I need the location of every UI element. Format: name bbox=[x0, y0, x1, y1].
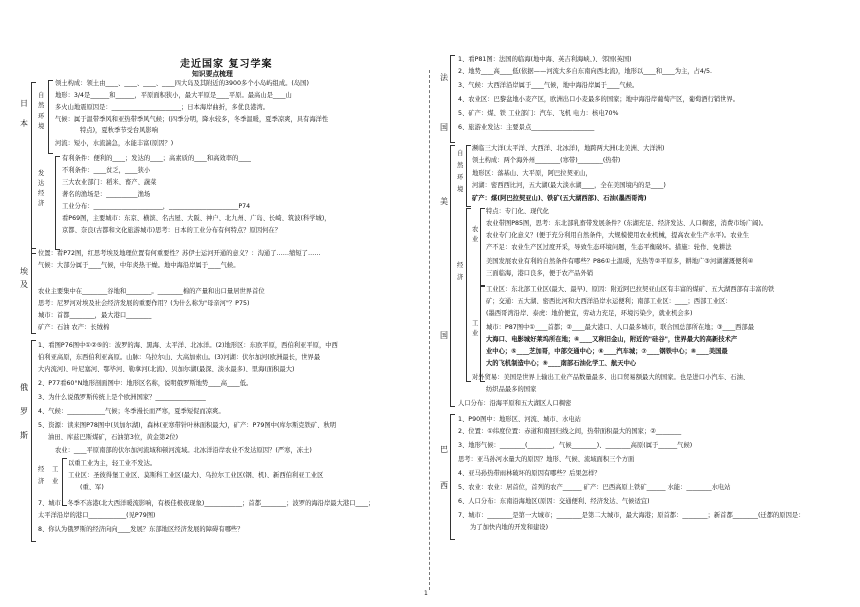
usa-agri-brace bbox=[480, 208, 485, 286]
eco-brace bbox=[55, 156, 60, 250]
usa-brace bbox=[450, 145, 455, 407]
page-subtitle: 知识要点梳理 bbox=[192, 70, 233, 78]
text-line: 美国发展农业有利的自然条件有哪些？P86①土温暖，光热等②平原多，耕地广③河湖灌溉便利④ bbox=[486, 258, 754, 265]
text-line: 三面临海，港口良多，便于农产品外销 bbox=[486, 270, 594, 277]
text-line: 伯利亚高原，东西伯利亚高原。山脉：乌拉尔山、大高加索山。(3)河湖：伏尔加河(欧洲最长，世界最 bbox=[38, 354, 321, 361]
france-label-1: 法 bbox=[440, 73, 448, 82]
usa-nature-label-2: 然 bbox=[457, 162, 464, 169]
text-line: 对外贸易：美国是世界上输出工业产品数量最多、出口贸易额最大的国家。也是进口小汽车、石油、 bbox=[472, 374, 750, 381]
text-line: 太平洋沿岸的港口____________(见P79图) bbox=[38, 512, 156, 519]
brazil-brace bbox=[450, 414, 455, 540]
text-line: 5、资源：读来图P78图中(贝加尔湖)，森林(亚寒带针叶林面积最大)，矿产：P79图中(库尔斯克铁矿、秋明 bbox=[38, 422, 337, 429]
text-line: 2、位置：①纬度位置：赤道和南回归线之间，热带面积最大的国家；②________ bbox=[458, 428, 682, 435]
page-title: 走近国家 复习学案 bbox=[180, 59, 273, 70]
text-line: 7、城市：冬季不冻港(北大西洋暖流影响，有极佳极夜现象)____________；首都________；波罗的海沿岸最大港口____； bbox=[38, 500, 375, 507]
text-line: 不利条件：____贫乏，____狭小 bbox=[62, 167, 151, 174]
japan-eco-label-2: 达 bbox=[38, 180, 45, 187]
text-line: 4、亚马孙热带雨林破坏的原因有哪些？后果怎样？ bbox=[458, 470, 601, 477]
usa-agri-label-1: 农 bbox=[472, 226, 479, 233]
text-line: 大的飞机制造中心；⑨____南部石油化学工、航天中心 bbox=[486, 360, 637, 367]
japan-eco-label-4: 济 bbox=[38, 200, 45, 207]
text-line: 大海口、电影城好莱坞所在地；④____又称旧金山，附近的"硅谷"，世界最大的高新技术产 bbox=[486, 336, 738, 343]
page-number: 1 bbox=[424, 590, 428, 597]
usa-nature-label-4: 境 bbox=[457, 186, 464, 193]
text-line: 矿产：煤(阿巴拉契亚山)、铁矿(五大湖西部)、石油(墨西哥湾) bbox=[472, 195, 647, 202]
text-line: (墨西哥湾沿岸、泰虎：地价便宜，劳动力充足，环境污染少，就业机会多) bbox=[486, 310, 693, 317]
usa-label-1: 美 bbox=[440, 197, 448, 206]
text-line: 思考：亚马孙河水量大的原因？地形、气候、流域面积三个方面 bbox=[458, 456, 635, 463]
text-line: 业中心；⑤____芝加哥，中部交通中心；⑥____汽车城；⑦____钢铁中心；⑧____美国最 bbox=[486, 348, 728, 355]
text-line: 2、地势____高____低(依据——河流大多自东南向西北流)，地形以____和____为主，占4/5. bbox=[458, 68, 713, 75]
text-line: 京都、奈良(古都和文化旅游城市)思考：日本的工业分布有何特点？原因何在？ bbox=[62, 227, 282, 234]
text-line: 多火山地震原因是：______________________；日本海岸曲折，多优良港湾。 bbox=[55, 104, 270, 111]
russia-brace bbox=[31, 340, 36, 542]
text-line: 油田、库兹巴斯煤矿，石油第3位，黄金第2位) bbox=[48, 434, 179, 441]
text-line: 以重工业为主，轻工业不发达。 bbox=[68, 460, 157, 467]
text-line: 著名的渔场是：__________渔场 bbox=[62, 191, 151, 198]
russia-label-1: 俄 bbox=[20, 383, 28, 392]
usa-nature-brace bbox=[466, 145, 471, 207]
egypt-brace bbox=[31, 248, 36, 334]
text-line: 城市：P87图中①____首都；②____最大港口、人口最多城市，联合国总部所在地；③____西部最 bbox=[486, 324, 755, 331]
text-line: 6、旅游业发达：主要景点____________________ bbox=[458, 124, 595, 131]
text-line: 4、农业区：巴黎盆地小麦产区，欧洲出口小麦最多的国家；地中海沿岸葡萄产区，葡萄酒行销世界。 bbox=[458, 96, 740, 103]
text-line: 农业专门化意义？(便于充分利用自然条件，大规模使用农业机械，提高农业生产水平)。农业生 bbox=[486, 232, 750, 239]
text-line: (重、军) bbox=[80, 484, 104, 491]
text-line: 工业区：圣彼得堡工业区、莫斯科工业区(最大)、乌拉尔工业区(钢、机)、新西伯利亚工业区 bbox=[68, 472, 324, 479]
text-line: 5、农业：农业：居首位，首列的农产______ 矿产：巴西高原上铁矿______ 水能：________水电站 bbox=[458, 484, 731, 491]
text-line: 河湖：密西西比河，五大湖(最大淡水湖____，全在美国境内的是____) bbox=[472, 182, 666, 189]
text-line: 农业：____平原南部的伏尔加河流域和顿河流域。北冰洋沿岸农业不发达原因？(严寒，冻土) bbox=[55, 447, 312, 454]
text-line: 矿；交通：五大湖、密西比河和大西洋沿岸水运便利；南部工业区：____；西部工业区： bbox=[486, 298, 732, 305]
text-line: 三大农业部门：稻米、畜产、蔬菜 bbox=[62, 179, 157, 186]
text-line: 河流：短小，水流湍急，水能丰富(原因？) bbox=[55, 140, 174, 147]
text-line: 矿产：石油 农产：长绒棉 bbox=[38, 324, 110, 331]
usa-ind-brace bbox=[480, 286, 485, 382]
japan-eco-label-1: 发 bbox=[38, 170, 45, 177]
text-line: 8、你认为俄罗斯的经济向向____发展？东部地区经济发展的障碍有哪些？ bbox=[38, 526, 244, 533]
text-line: 领土构成：领土由____、____、____、____四大岛及其附近的3900多个小岛屿组成。(岛国) bbox=[55, 80, 309, 87]
text-line: 纺织品最多的国家 bbox=[486, 386, 537, 393]
text-line: 5、矿产：煤、铁 工业部门：汽车、飞机 电力：核电70% bbox=[458, 110, 619, 117]
text-line: 农业带图P85图，思考：东北部乳畜带发展条件？(东湖充足、经济发达、人口稠密，消费市场广阔)。 bbox=[486, 220, 768, 227]
egypt-label-1: 埃 bbox=[20, 267, 28, 276]
text-line: 1、P90图中：地形区、河流、城市、水电站 bbox=[458, 416, 581, 423]
usa-agri-label-2: 业 bbox=[472, 236, 479, 243]
text-line: 1、看图P76图中①②⑤的：波罗的海、黑海、太平洋、北冰洋。(2)地形区：东欧平原，西伯利亚平原，中西 bbox=[38, 342, 338, 349]
text-line: 为了加快内地的开发和建设) bbox=[470, 524, 549, 531]
usa-label-2: 国 bbox=[440, 331, 448, 340]
text-line: 工业区：东北部工业区(最大、最早)、原因：附近阿巴拉契亚山区有丰富的煤矿、五大湖西部有丰富的铁 bbox=[486, 286, 775, 293]
text-line: 工业分布：______________________，______________________P74 bbox=[62, 203, 251, 210]
russia-label-2: 罗 bbox=[20, 407, 28, 416]
japan-brace bbox=[31, 82, 36, 254]
usa-eco-label-2: 济 bbox=[457, 274, 464, 281]
text-line: 思考：尼罗河对埃及社会经济发展的重要作用？(为什么称为"母亲河"？P75) bbox=[38, 300, 250, 307]
text-line: 产不足：农业生产区过度开采，导致生态环境问题，生态平衡破坏。措施：轮作、免耕法 bbox=[486, 244, 732, 251]
france-label-2: 国 bbox=[440, 123, 448, 132]
text-line: 1、看P81图：法国的临海(地中海、英吉利海峡、)、邻国(英国) bbox=[458, 56, 632, 63]
text-line: 看P69图，主要城市：东京、横滨、名古屋、大阪、神户、北九州、广岛、长崎、筑波(科学城)， bbox=[62, 215, 331, 222]
text-line: 大内流河)、叶尼塞河、鄂毕河、勒拿河(北流)、贝加尔湖(最深、淡水最多)、里海(面积最大) bbox=[38, 366, 295, 373]
nature-brace bbox=[48, 80, 53, 154]
text-line: 3、地形气候：________(________，气候________)、________高原(属于______气候) bbox=[458, 442, 693, 449]
russia-ind-brace bbox=[62, 458, 67, 506]
text-line: 气候：大部分属于____气候，中年炎热干燥。地中海沿岸属于____气候。 bbox=[38, 262, 240, 269]
text-line: 人口分布：沿海平原和五大湖区人口稠密 bbox=[458, 400, 572, 407]
brazil-label-2: 西 bbox=[440, 481, 448, 490]
text-line: 气候：属于温带季风和亚热带季风气候；(四季分明，降水较多，冬季温暖，夏季凉爽，具有海洋性 bbox=[55, 116, 329, 123]
japan-eco-label-3: 经 bbox=[38, 190, 45, 197]
text-line: 地形区：落基山、大平原，阿巴拉契亚山， bbox=[472, 170, 592, 177]
text-line: 地形：3/4是______和______，平原面积狭小，最大平原是____平原。最高山是____山 bbox=[55, 92, 292, 99]
russia-ind-label-2: 业 bbox=[52, 478, 59, 485]
text-line: 领土构成：两个海外州________(寒带)________(热带) bbox=[472, 157, 621, 164]
japan-nature-label-2: 然 bbox=[38, 102, 45, 109]
russia-eco-label-2: 济 bbox=[38, 478, 45, 485]
text-line: 位置：看P72图，红思考埃及地理位置有何重要性？苏伊士运河开通的意义？：沟通了……缩短了…… bbox=[38, 250, 321, 257]
russia-eco-label-1: 经 bbox=[38, 466, 45, 473]
usa-ind-label-2: 业 bbox=[472, 330, 479, 337]
text-line: 3、气候：大西洋沿岸属于____气候，地中海沿岸属于____气候。 bbox=[458, 82, 639, 89]
text-line: 特点：专门化、现代化 bbox=[486, 208, 549, 215]
usa-ind-label-1: 工 bbox=[472, 320, 479, 327]
usa-nature-label-1: 自 bbox=[457, 150, 464, 157]
text-line: 农业主要集中在________谷地和________。________棉的产量和出口量居世界首位 bbox=[38, 288, 265, 295]
russia-label-3: 斯 bbox=[20, 431, 28, 440]
right-column bbox=[430, 0, 860, 607]
text-line: 有利条件：便利的____；发达的____；高素质的____和高效率的____ bbox=[62, 155, 251, 162]
japan-nature-label-1: 自 bbox=[38, 92, 45, 99]
text-line: 4、气候：____________气候；冬季漫长而严寒，夏季短促而凉爽。 bbox=[38, 408, 225, 415]
france-brace bbox=[450, 55, 455, 143]
japan-label-1: 日 bbox=[20, 99, 28, 108]
russia-ind-label-1: 工 bbox=[52, 466, 59, 473]
text-line: 濒临三大洋(太平洋、大西洋、北冰洋)，地跨两大洲(北美洲、大洋洲) bbox=[472, 145, 665, 152]
usa-eco-brace bbox=[466, 208, 471, 382]
usa-nature-label-3: 环 bbox=[457, 174, 464, 181]
text-line: 6、人口分布：东南沿海地区(原因：交通便利、经济发达、气候适宜) bbox=[458, 498, 650, 505]
japan-nature-label-4: 境 bbox=[38, 123, 45, 130]
text-line: 特点)，夏秋季节受台风影响 bbox=[80, 127, 159, 134]
egypt-label-2: 及 bbox=[20, 280, 28, 289]
text-line: 3、为什么说俄罗斯传统上是个欧洲国家？________________ bbox=[38, 394, 206, 401]
japan-nature-label-3: 环 bbox=[38, 113, 45, 120]
brazil-label-1: 巴 bbox=[440, 445, 448, 454]
text-line: 城市：首都________，最大港口________ bbox=[38, 312, 152, 319]
text-line: 7、城市：________是第一大城市；________是第二大城市，最大海港；原首都：________；新首都________(迁都的原因是： bbox=[458, 512, 805, 519]
text-line: 2、P77看60°N地形剖面图中：地形区名称，说明俄罗斯地势____高____低。 bbox=[38, 380, 253, 387]
japan-label-2: 本 bbox=[20, 119, 28, 128]
usa-eco-label-1: 经 bbox=[457, 262, 464, 269]
